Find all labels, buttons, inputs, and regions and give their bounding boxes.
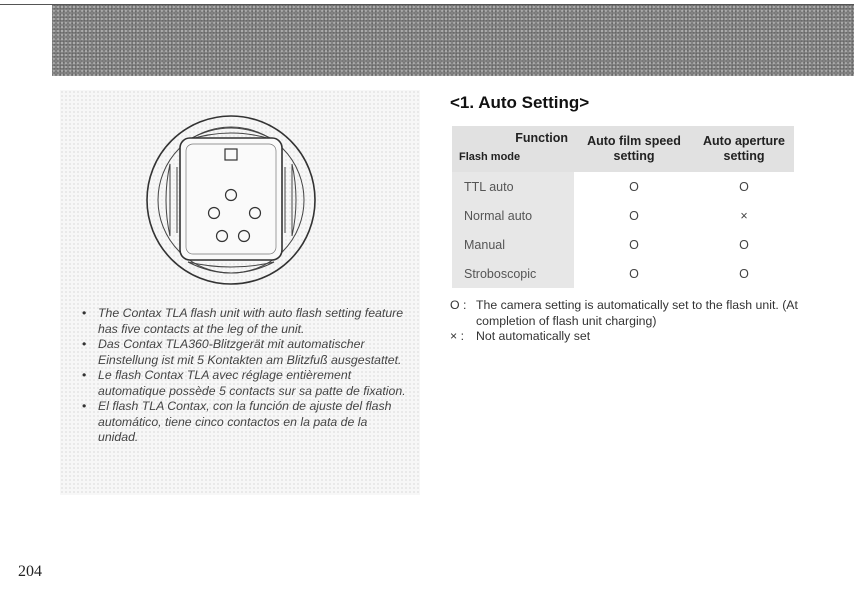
film-mark: O <box>629 208 639 223</box>
auto-setting-table <box>452 126 794 288</box>
bullet-french: • Le flash Contax TLA avec réglage entièrement automatique possède 5 contacts sur sa patte de fixation. <box>78 368 408 399</box>
bullet-english: • The Contax TLA flash unit with auto flash setting feature has five contacts at the leg of the unit. <box>78 306 408 337</box>
table-corner-cell <box>452 126 574 172</box>
col-auto-film-speed: Auto film speed setting <box>574 126 694 172</box>
header-band <box>52 5 854 76</box>
table-row <box>452 259 794 288</box>
mode-manual: Manual <box>452 230 574 259</box>
col-auto-aperture: Auto aperture setting <box>694 126 794 172</box>
function-label: Function <box>515 131 568 145</box>
table-row <box>452 172 794 201</box>
table-row <box>452 230 794 259</box>
table-row <box>452 201 794 230</box>
legend-item-not-auto <box>450 329 810 345</box>
aperture-mark: O <box>739 266 749 281</box>
bullet-spanish: • El flash TLA Contax, con la función de ajuste del flash automático, tiene cinco contactos en la pata de la unidad. <box>78 399 408 446</box>
foot-plate <box>180 138 282 260</box>
film-mark: O <box>629 266 639 281</box>
legend-symbol: O : <box>450 298 467 312</box>
mode-stroboscopic: Stroboscopic <box>452 259 574 288</box>
flash-mode-label: Flash mode <box>459 151 521 163</box>
multilingual-description <box>78 306 408 446</box>
symbol-legend <box>450 298 810 345</box>
table-header-row <box>452 126 794 172</box>
legend-text: Not automatically set <box>476 329 591 343</box>
page-number: 204 <box>18 563 42 580</box>
section-title: <1. Auto Setting> <box>450 93 590 112</box>
mode-ttl-auto: TTL auto <box>452 172 574 201</box>
bullet-german: • Das Contax TLA360-Blitzgerät mit automatischer Einstellung ist mit 5 Kontakten am Blitzfuß ausgestattet. <box>78 337 408 368</box>
left-slot <box>166 164 177 236</box>
aperture-mark: O <box>739 237 749 252</box>
film-mark: O <box>629 179 639 194</box>
aperture-mark: O <box>739 179 749 194</box>
film-mark: O <box>629 237 639 252</box>
legend-text: The camera setting is automatically set to the flash unit. (At completion of flash unit charging) <box>476 298 798 328</box>
mode-normal-auto: Normal auto <box>452 201 574 230</box>
flash-foot-contacts-illustration <box>140 112 322 288</box>
legend-symbol: × : <box>450 329 465 343</box>
bottom-arc-band <box>188 262 274 273</box>
aperture-mark: × <box>740 208 748 223</box>
right-slot <box>285 164 296 236</box>
legend-item-auto <box>450 298 810 329</box>
